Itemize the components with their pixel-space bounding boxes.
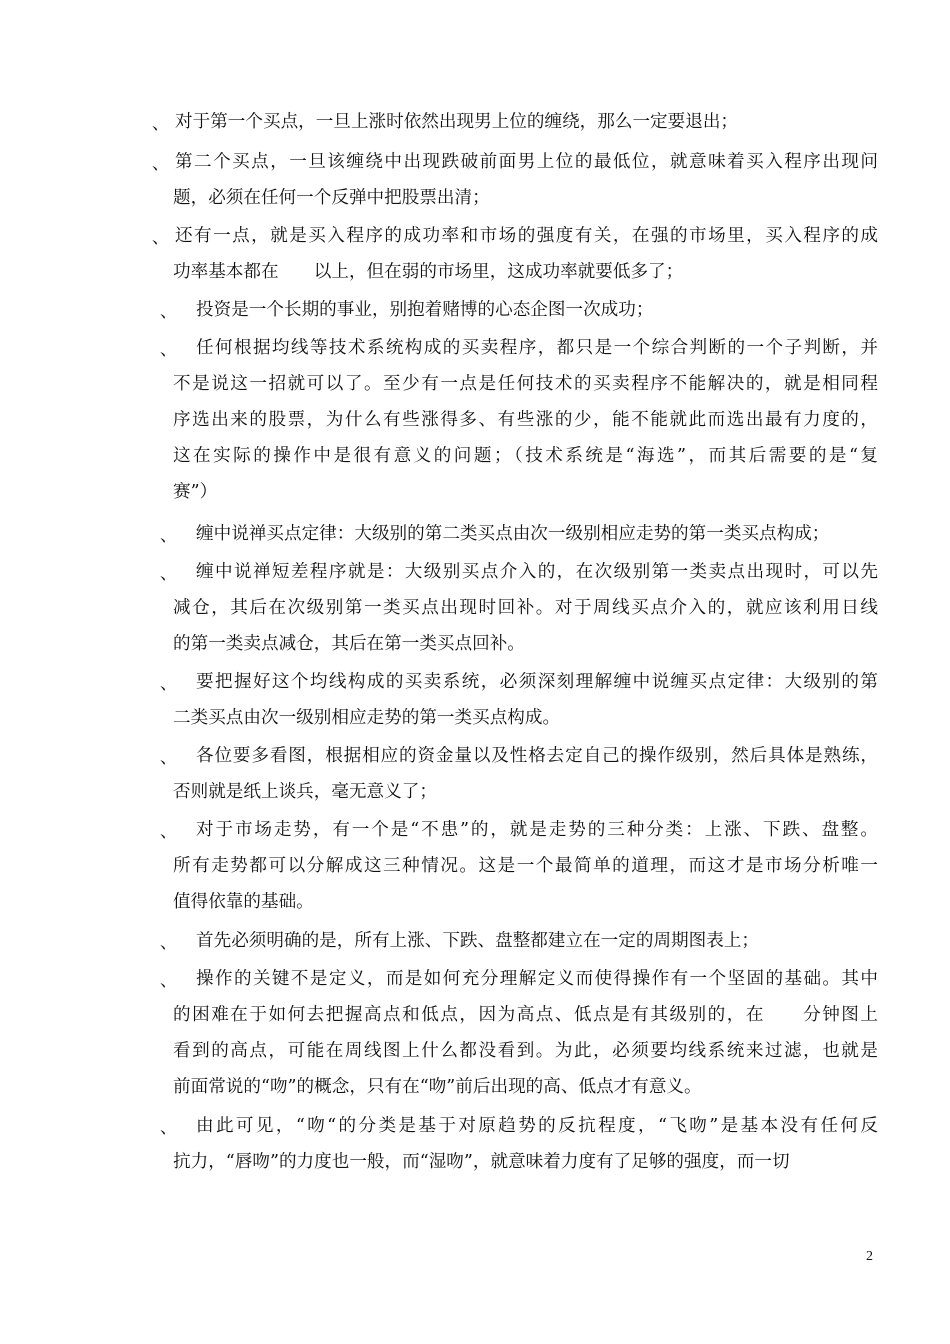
list-bullet: 、 [160,674,177,694]
text-line: 要把握好这个均线构成的买卖系统，必须深刻理解缠中说缠买点定律：大级别的第 [196,672,878,692]
text-line: 投资是一个长期的事业，别抱着赌博的心态企图一次成功； [196,300,654,320]
list-bullet: 、 [160,526,177,546]
text-line: 由此可见，“吻“的分类是基于对原趋势的反抗程度，“飞吻”是基本没有任何反 [196,1116,878,1136]
text-line: 还有一点，就是买入程序的成功率和市场的强度有关，在强的市场里，买入程序的成 [175,226,878,246]
list-bullet: 、 [160,564,177,584]
text-line: 各位要多看图，根据相应的资金量以及性格去定自己的操作级别，然后具体是熟练， [196,746,878,766]
text-line: 缠中说禅买点定律：大级别的第二类买点由次一级别相应走势的第一类买点构成； [196,524,830,544]
text-line: 对于第一个买点，一旦上涨时依然出现男上位的缠绕，那么一定要退出； [175,112,739,132]
list-bullet: 、 [152,228,169,248]
text-line: 赛”） [173,482,218,502]
text-line: 前面常说的“吻”的概念，只有在“吻”前后出现的高、低点才有意义。 [173,1077,702,1097]
text-line: 第二个买点，一旦该缠绕中出现跌破前面男上位的最低位，就意味着买入程序出现问 [175,152,878,172]
text-line: 不是说这一招就可以了。至少有一点是任何技术的买卖程序不能解决的，就是相同程 [173,374,878,394]
text-line: 对于市场走势，有一个是“不患”的，就是走势的三种分类：上涨、下跌、盘整。 [196,820,878,840]
text-line: 减仓，其后在次级别第一类买点出现时回补。对于周线买点介入的，就应该利用日线 [173,598,878,618]
text-line: 抗力，“唇吻”的力度也一般，而“湿吻”，就意味着力度有了足够的强度，而一切 [173,1152,790,1172]
text-line: 二类买点由次一级别相应走势的第一类买点构成。 [173,708,561,728]
list-bullet: 、 [160,302,177,322]
list-bullet: 、 [152,154,169,174]
text-line: 缠中说禅短差程序就是：大级别买点介入的，在次级别第一类卖点出现时，可以先 [196,562,878,582]
text-line: 这在实际的操作中是很有意义的问题；（技术系统是“海选”，而其后需要的是“复 [173,446,878,466]
text-line: 的困难在于如何去把握高点和低点，因为高点、低点是有其级别的，在 分钟图上 [173,1005,878,1025]
text-line: 所有走势都可以分解成这三种情况。这是一个最简单的道理，而这才是市场分析唯一 [173,856,878,876]
text-line: 否则就是纸上谈兵，毫无意义了； [173,782,437,802]
text-line: 功率基本都在 以上，但在弱的市场里，这成功率就要低多了； [173,262,684,282]
text-line: 序选出来的股票，为什么有些涨得多、有些涨的少，能不能就此而选出最有力度的， [173,410,878,430]
list-bullet: 、 [160,971,177,991]
text-line: 值得依靠的基础。 [173,892,314,912]
list-bullet: 、 [152,114,169,134]
list-bullet: 、 [160,822,177,842]
list-bullet: 、 [160,933,177,953]
text-line: 的第一类卖点减仓，其后在第一类买点回补。 [173,634,525,654]
page-number: 2 [866,1249,873,1264]
list-bullet: 、 [160,1118,177,1138]
text-line: 任何根据均线等技术系统构成的买卖程序，都只是一个综合判断的一个子判断，并 [196,338,878,358]
text-line: 题，必须在任何一个反弹中把股票出清； [173,188,490,208]
text-line: 操作的关键不是定义，而是如何充分理解定义而使得操作有一个坚固的基础。其中 [196,969,878,989]
list-bullet: 、 [160,748,177,768]
text-line: 看到的高点，可能在周线图上什么都没看到。为此，必须要均线系统来过滤，也就是 [173,1041,878,1061]
text-line: 首先必须明确的是，所有上涨、下跌、盘整都建立在一定的周期图表上； [196,931,760,951]
list-bullet: 、 [160,340,177,360]
